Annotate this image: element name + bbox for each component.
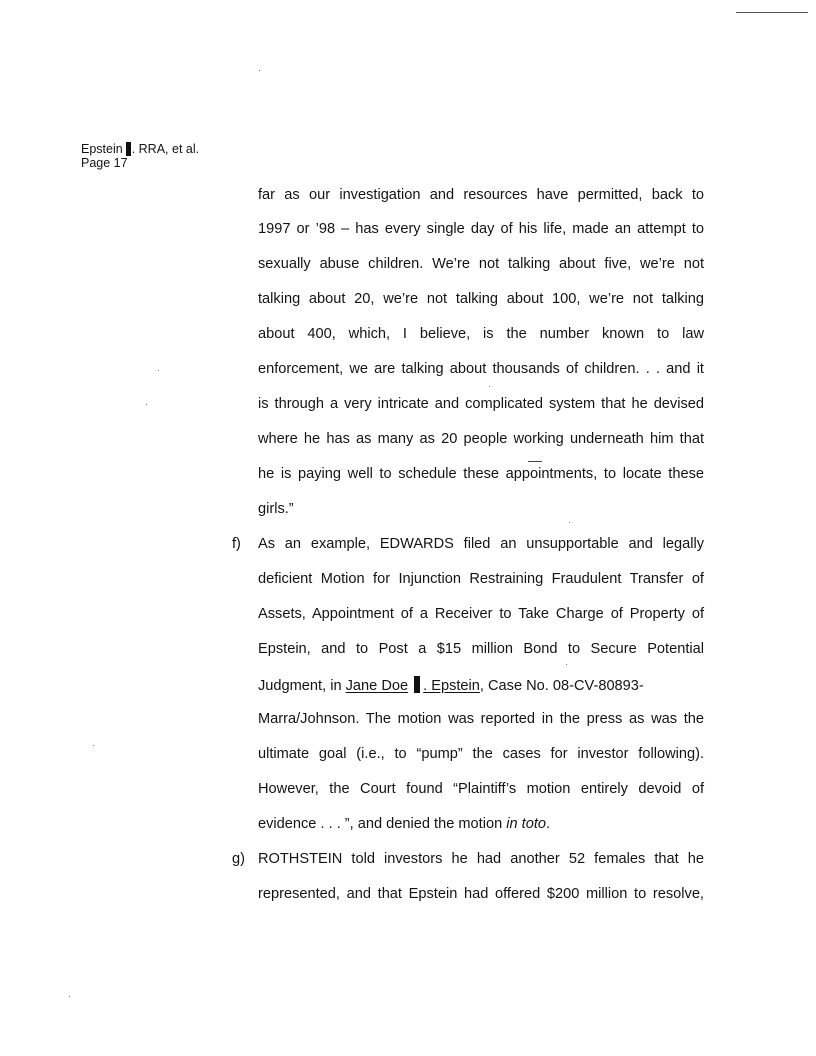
- case-caption: [81, 142, 199, 156]
- quote-line: he is paying well to schedule these appointments, to locate these: [258, 466, 704, 482]
- caption-name: Epstein: [81, 142, 123, 156]
- item-f-marker: f): [232, 536, 241, 552]
- item-f-line: ultimate goal (i.e., to “pump” the cases for investor following).: [258, 746, 704, 762]
- item-g-marker: g): [232, 851, 245, 867]
- scan-speck: [69, 996, 70, 997]
- case-suffix: , Case No. 08-CV-80893-: [479, 678, 644, 694]
- quote-line: talking about 20, we’re not talking about 100, we’re not talking: [258, 291, 704, 307]
- scan-speck: [146, 404, 147, 405]
- page-header: [81, 142, 199, 170]
- case-name: [346, 678, 480, 694]
- quote-line: sexually abuse children. We’re not talking about five, we’re not: [258, 256, 704, 272]
- caption-rest: . RRA, et al.: [131, 142, 200, 156]
- top-edge-rule: [736, 12, 808, 13]
- scan-speck: [158, 370, 159, 371]
- quote-line: girls.”: [258, 501, 294, 517]
- last-suffix: .: [546, 816, 551, 832]
- item-f-line: deficient Motion for Injunction Restraining Fraudulent Transfer of: [258, 571, 704, 587]
- quote-line: far as our investigation and resources have permitted, back to: [258, 187, 704, 203]
- scan-speck: [489, 386, 490, 387]
- item-g-line: represented, and that Epstein had offered $200 million to resolve,: [258, 886, 704, 902]
- scan-speck: [93, 745, 94, 746]
- scan-speck: [569, 522, 570, 523]
- item-f-line: Epstein, and to Post a $15 million Bond to Secure Potential: [258, 641, 704, 657]
- case-prefix: Judgment, in: [258, 678, 346, 694]
- latin-phrase: in toto: [506, 816, 547, 832]
- redaction-bar: [126, 142, 131, 156]
- item-f-line: Marra/Johnson. The motion was reported in the press as was the: [258, 711, 704, 727]
- item-f-line: However, the Court found “Plaintiff’s motion entirely devoid of: [258, 781, 704, 797]
- quote-line: enforcement, we are talking about thousands of children. . . and it: [258, 361, 704, 377]
- quote-line: about 400, which, I believe, is the number known to law: [258, 326, 704, 342]
- last-prefix: evidence . . . ”, and denied the motion: [258, 816, 507, 832]
- page-number: Page 17: [81, 156, 128, 170]
- redaction-bar: [414, 676, 420, 693]
- scan-mark: [528, 461, 542, 462]
- quote-line: is through a very intricate and complicated system that he devised: [258, 396, 704, 412]
- case-name-defendant: . Epstein: [423, 678, 480, 694]
- item-f-line: Assets, Appointment of a Receiver to Take Charge of Property of: [258, 606, 704, 622]
- scan-speck: [259, 70, 260, 71]
- case-name-plaintiff: Jane Doe: [345, 678, 409, 694]
- scan-speck: [566, 664, 567, 665]
- item-f-line: As an example, EDWARDS filed an unsupportable and legally: [258, 536, 704, 552]
- quote-line: 1997 or ’98 – has every single day of his life, made an attempt to: [258, 221, 704, 237]
- item-g-line: ROTHSTEIN told investors he had another 52 females that he: [258, 851, 704, 867]
- item-f-last-line: [258, 816, 550, 832]
- quote-line: where he has as many as 20 people working underneath him that: [258, 431, 704, 447]
- item-f-case-line: [258, 676, 704, 694]
